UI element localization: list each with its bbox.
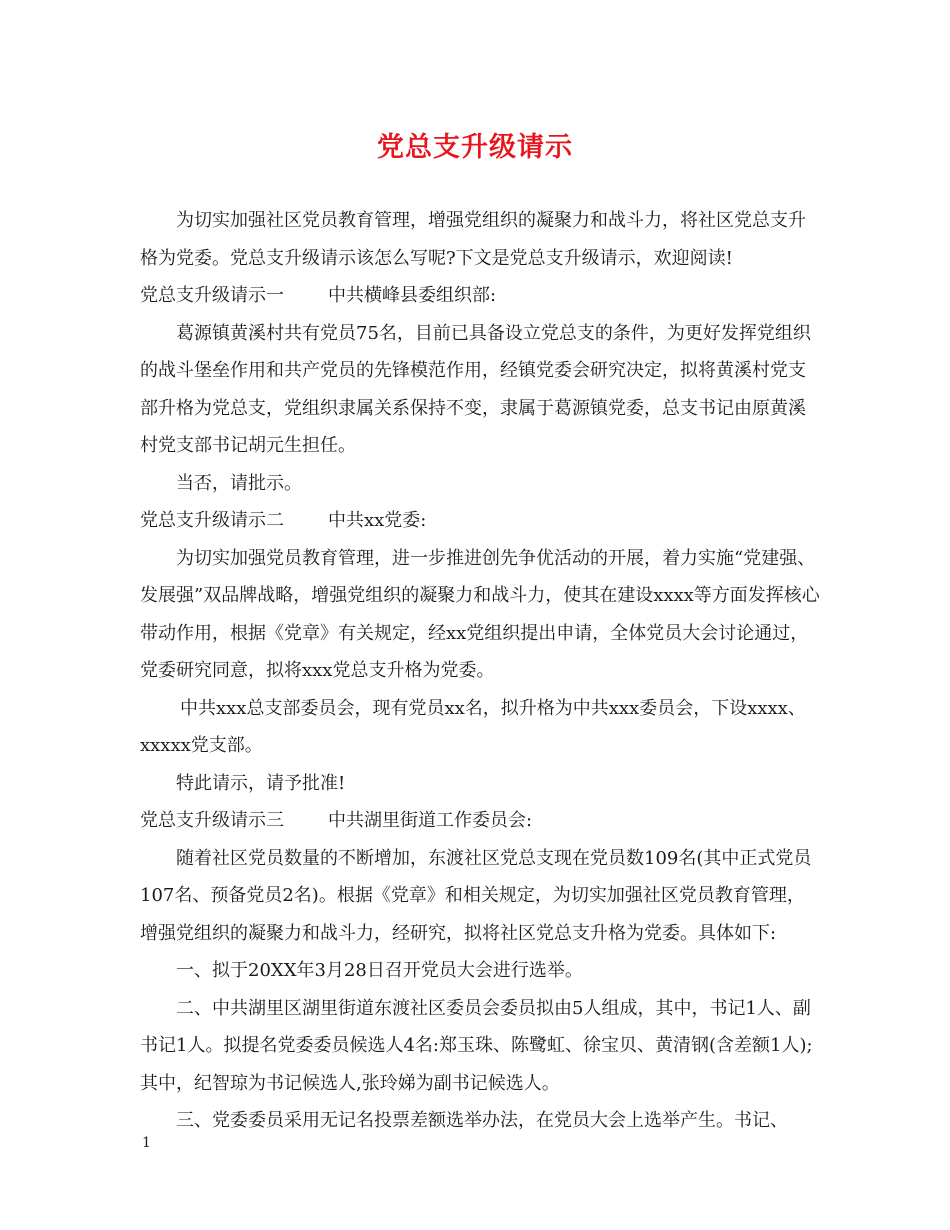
section-heading-2 — [140, 502, 820, 540]
intro-paragraph: 为切实加强社区党员教育管理，增强党组织的凝聚力和战斗力，将社区党总支升格为党委。党总支升级请示该怎么写呢?下文是党总支升级请示，欢迎阅读! — [140, 210, 806, 269]
document-title: 党总支升级请示 — [377, 132, 573, 163]
section-title: 党总支升级请示二 — [140, 510, 284, 531]
paragraph: 一、拟于20XX年3月28日召开党员大会进行选举。 — [176, 960, 583, 981]
paragraph: 三、党委委员采用无记名投票差额选举办法，在党员大会上选举产生。书记、 — [176, 1110, 788, 1131]
section-title: 党总支升级请示一 — [140, 285, 284, 306]
paragraph: 为切实加强党员教育管理，进一步推进创先争优活动的开展，着力实施“党建强、发展强”双品牌战略，增强党组织的凝聚力和战斗力，使其在建设xxxx等方面发挥核心带动作用，根据《党章》有关规定，经xx党组织提出申请，全体党员大会讨论通过，党委研究同意，拟将xxx党总支升格为党委。 — [140, 547, 820, 681]
section-recipient: 中共xx党委: — [328, 510, 427, 531]
section-title: 党总支升级请示三 — [140, 810, 284, 831]
paragraph: 当否，请批示。 — [176, 472, 302, 494]
paragraph: 特此请示，请予批准! — [176, 772, 346, 794]
section-recipient: 中共横峰县委组织部: — [328, 285, 497, 306]
paragraph: 葛源镇黄溪村共有党员75名，目前已具备设立党总支的条件，为更好发挥党组织的战斗堡垒作用和共产党员的先锋模范作用，经镇党委会研究决定，拟将黄溪村党支部升格为党总支，党组织隶属关系保持不变，隶属于葛源镇党委，总支书记由原黄溪村党支部书记胡元生担任。 — [140, 322, 811, 456]
section-heading-3 — [140, 802, 820, 840]
paragraph: 随着社区党员数量的不断增加，东渡社区党总支现在党员数109名(其中正式党员107名、预备党员2名)。根据《党章》和相关规定，为切实加强社区党员教育管理，增强党组织的凝聚力和战斗力，经研究，拟将社区党总支升格为党委。具体如下: — [140, 847, 812, 944]
paragraph: 二、中共湖里区湖里街道东渡社区委员会委员拟由5人组成，其中，书记1人、副书记1人。拟提名党委委员候选人4名:郑玉珠、陈鹭虹、徐宝贝、黄清钢(含差额1人);其中，纪智琼为书记候选人,张玲娣为副书记候选人。 — [140, 997, 813, 1094]
paragraph: 中共xxx总支部委员会，现有党员xx名，拟升格为中共xxx委员会，下设xxxx、xxxxx党支部。 — [140, 697, 806, 756]
document-body — [140, 202, 820, 1140]
section-recipient: 中共湖里街道工作委员会: — [328, 810, 533, 831]
page-number: 1 — [142, 1135, 151, 1151]
section-heading-1 — [140, 277, 820, 315]
